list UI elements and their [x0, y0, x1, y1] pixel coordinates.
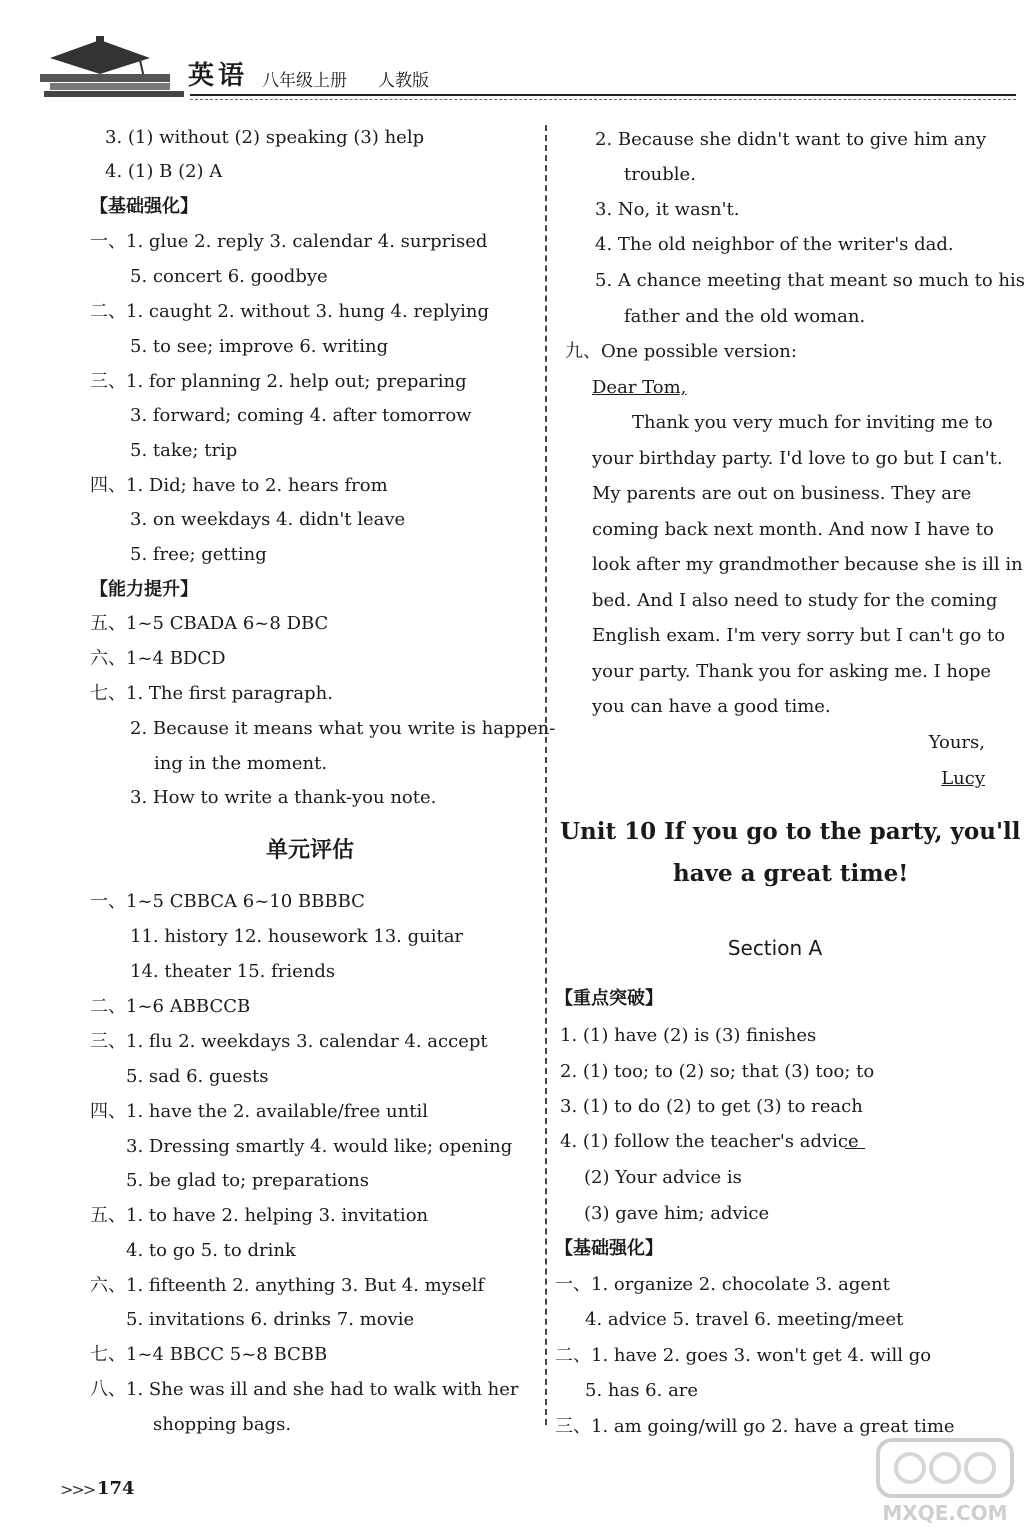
answer-line: ing in the moment.: [154, 753, 328, 774]
answer-line: 八、1. She was ill and she had to walk with her: [90, 1379, 519, 1400]
letter-line: look after my grandmother because she is ill in: [592, 554, 1023, 575]
answer-line: 5. sad 6. guests: [126, 1066, 269, 1087]
page-header: [0, 0, 1034, 105]
answer-line: (2) Your advice is: [584, 1167, 742, 1188]
answer-line: 5. A chance meeting that meant so much to his: [595, 270, 1026, 291]
answer-line: 五、1~5 CBADA 6~8 DBC: [90, 613, 329, 634]
letter-line: your birthday party. I'd love to go but I can't.: [592, 448, 1003, 469]
answer-line: 4. to go 5. to drink: [126, 1240, 296, 1261]
answer-line: 3. No, it wasn't.: [595, 199, 740, 220]
answer-line: 2. (1) too; to (2) so; that (3) too; to: [560, 1061, 875, 1082]
answer-line: 3. Dressing smartly 4. would like; opening: [126, 1136, 513, 1157]
answer-line: 5. take; trip: [130, 440, 238, 461]
answer-line: trouble.: [624, 164, 696, 185]
answer-line: 2. Because it means what you write is happen-: [130, 718, 556, 739]
answer-line: 11. history 12. housework 13. guitar: [130, 926, 464, 947]
letter-line: coming back next month. And now I have to: [592, 519, 994, 540]
subject-title: 英语: [188, 61, 249, 91]
edition-label: 人教版: [378, 71, 429, 91]
section-heading: 【能力提升】: [90, 579, 198, 600]
answer-line: 1. (1) have (2) is (3) finishes: [560, 1025, 817, 1046]
header-dashed-rule: [190, 99, 1016, 100]
header-rule: [190, 94, 1016, 96]
answer-line: 四、1. have the 2. available/free until: [90, 1101, 428, 1122]
answer-line: 3. (1) without (2) speaking (3) help: [105, 127, 425, 148]
letter-line: My parents are out on business. They are: [592, 483, 972, 504]
answer-line: 3. forward; coming 4. after tomorrow: [130, 405, 472, 426]
answer-line: 六、1~4 BDCD: [90, 648, 226, 669]
answer-line: 5. be glad to; preparations: [126, 1170, 369, 1191]
answer-line: 5. has 6. are: [585, 1380, 699, 1401]
answer-line: shopping bags.: [153, 1414, 292, 1435]
unit-title-cont: have a great time!: [673, 860, 909, 887]
answer-line: 二、1~6 ABBCCB: [90, 996, 251, 1017]
page-arrows: >>>: [60, 1480, 95, 1499]
answer-line: 2. Because she didn't want to give him any: [595, 129, 987, 150]
unit-title: Unit 10 If you go to the party, you'll: [560, 818, 1021, 845]
answer-line: 一、1. glue 2. reply 3. calendar 4. surprised: [90, 231, 488, 252]
blank-underline: [845, 1148, 865, 1149]
answer-line: 五、1. to have 2. helping 3. invitation: [90, 1205, 429, 1226]
answer-line: (3) gave him; advice: [584, 1203, 770, 1224]
section-label: Section A: [727, 936, 823, 960]
answer-line: 3. (1) to do (2) to get (3) to reach: [560, 1096, 863, 1117]
answer-line: 二、1. have 2. goes 3. won't get 4. will go: [555, 1345, 932, 1366]
svg-text:MXQE.COM: MXQE.COM: [882, 1501, 1008, 1525]
answer-line: 一、1. organize 2. chocolate 3. agent: [555, 1274, 890, 1295]
letter-line: your party. Thank you for asking me. I hope: [592, 661, 992, 682]
answer-line: 5. to see; improve 6. writing: [130, 336, 389, 357]
answer-line: 4. advice 5. travel 6. meeting/meet: [585, 1309, 904, 1330]
answer-line: 5. concert 6. goodbye: [130, 266, 328, 287]
letter-salutation: Dear Tom,: [592, 377, 687, 398]
answer-line: 三、1. for planning 2. help out; preparing: [90, 371, 467, 392]
letter-line: you can have a good time.: [592, 696, 831, 717]
answer-line: 3. How to write a thank-you note.: [130, 787, 437, 808]
answer-line: 4. (1) follow the teacher's advice: [560, 1131, 859, 1152]
answer-line: 一、1~5 CBBCA 6~10 BBBBC: [90, 891, 365, 912]
site-watermark-logo: [870, 1430, 1020, 1530]
answer-line: 4. (1) B (2) A: [105, 161, 223, 182]
answer-line: 六、1. fifteenth 2. anything 3. But 4. myself: [90, 1275, 485, 1296]
letter-closing: Yours,: [928, 732, 985, 753]
answer-line: 三、1. am going/will go 2. have a great time: [555, 1416, 955, 1437]
answer-line: 四、1. Did; have to 2. hears from: [90, 475, 388, 496]
answer-line: 14. theater 15. friends: [130, 961, 336, 982]
grade-label: 八年级上册: [262, 71, 347, 91]
letter-line: English exam. I'm very sorry but I can't go to: [592, 625, 1006, 646]
section-title: 单元评估: [265, 837, 354, 863]
letter-line: bed. And I also need to study for the coming: [592, 590, 998, 611]
answer-line: 七、1. The first paragraph.: [90, 683, 333, 704]
answer-line: 5. free; getting: [130, 544, 267, 565]
answer-line: 5. invitations 6. drinks 7. movie: [126, 1309, 415, 1330]
answer-line: 3. on weekdays 4. didn't leave: [130, 509, 406, 530]
section-heading: 【基础强化】: [90, 196, 198, 217]
answer-line: 4. The old neighbor of the writer's dad.: [595, 234, 954, 255]
letter-line: Thank you very much for inviting me to: [632, 412, 993, 433]
answer-line: 三、1. flu 2. weekdays 3. calendar 4. accept: [90, 1031, 488, 1052]
page-number: 174: [97, 1478, 135, 1499]
answer-line: 九、One possible version:: [565, 341, 797, 362]
answer-line: father and the old woman.: [624, 306, 866, 327]
letter-signature: Lucy: [941, 768, 985, 789]
section-heading: 【重点突破】: [555, 988, 663, 1009]
answer-line: 七、1~4 BBCC 5~8 BCBB: [90, 1344, 328, 1365]
answer-line: 二、1. caught 2. without 3. hung 4. replying: [90, 301, 490, 322]
section-heading: 【基础强化】: [555, 1238, 663, 1259]
books-graduation-cap-icon: [40, 30, 190, 100]
